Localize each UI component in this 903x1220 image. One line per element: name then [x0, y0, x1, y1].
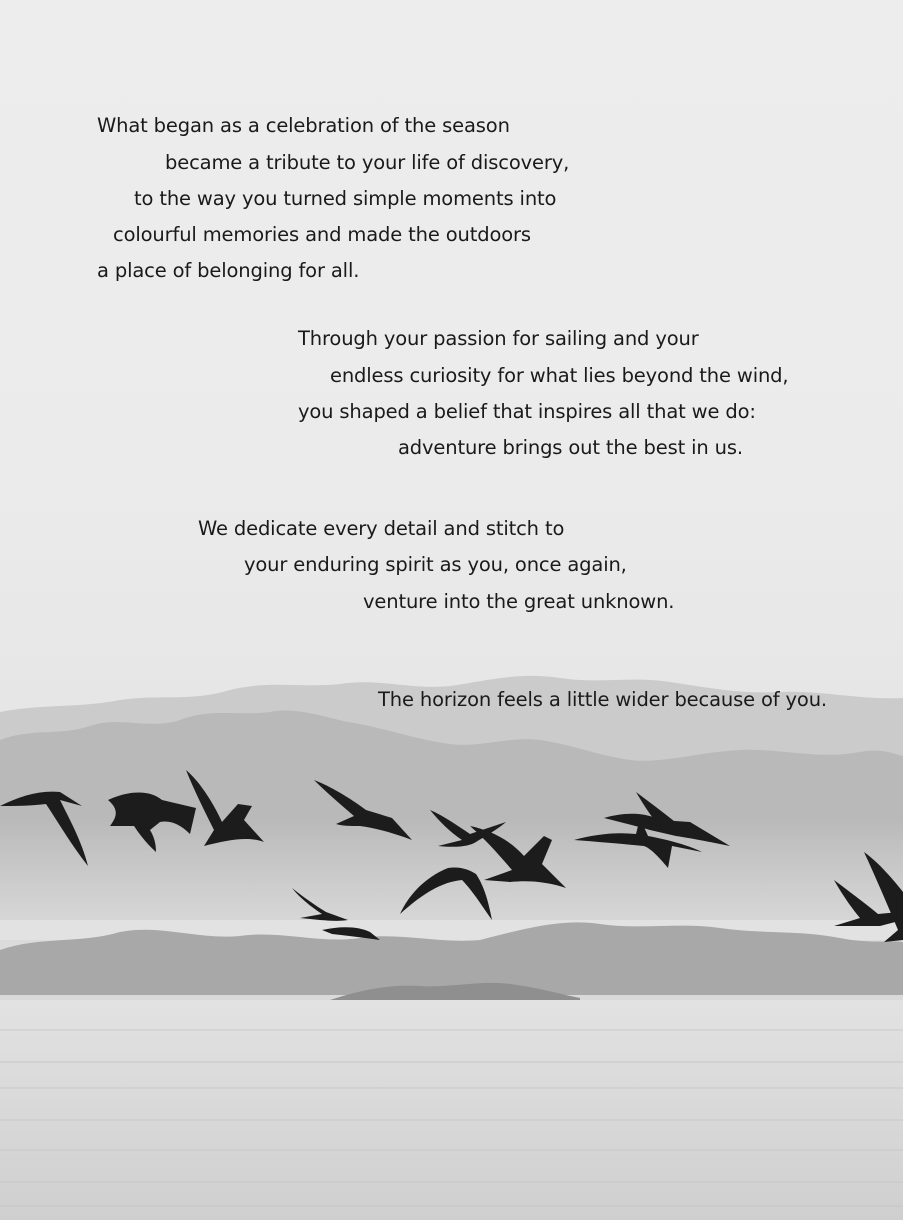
poem-line: endless curiosity for what lies beyond the wind,: [330, 364, 789, 387]
poem-line: you shaped a belief that inspires all that we do:: [298, 400, 756, 423]
poem-line: your enduring spirit as you, once again,: [244, 553, 627, 576]
poem-closing-line: The horizon feels a little wider because of you.: [378, 688, 827, 711]
poem-line: Through your passion for sailing and your: [298, 327, 699, 350]
poem-line: What began as a celebration of the season: [97, 114, 510, 137]
poem-line: adventure brings out the best in us.: [398, 436, 743, 459]
poem-line: colourful memories and made the outdoors: [113, 223, 531, 246]
poem-line: a place of belonging for all.: [97, 259, 360, 282]
poem-line: to the way you turned simple moments into: [134, 187, 557, 210]
poem-line: We dedicate every detail and stitch to: [198, 517, 565, 540]
water: [0, 1000, 903, 1220]
poem-line: venture into the great unknown.: [363, 590, 675, 613]
poem-line: became a tribute to your life of discovery,: [165, 151, 570, 174]
